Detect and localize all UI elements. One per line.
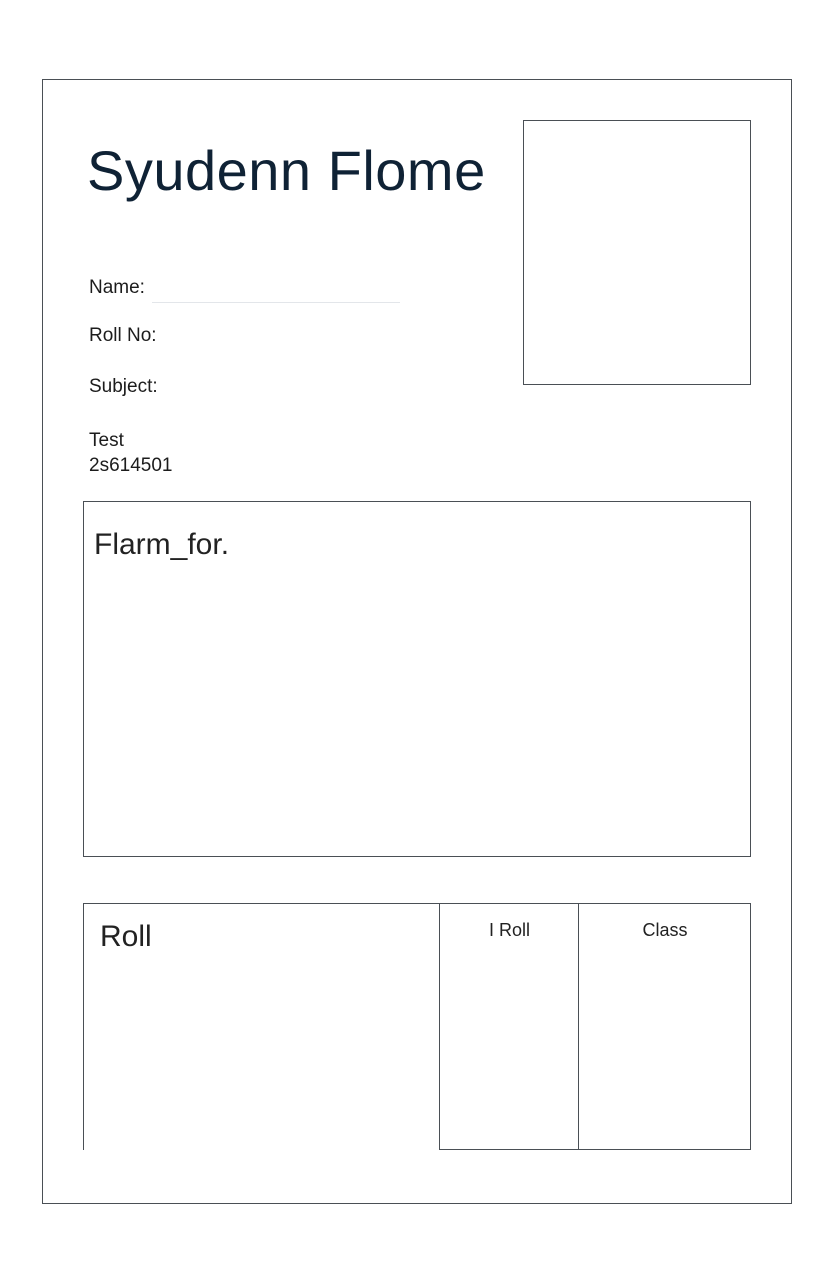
roll-no-label: Roll No:: [89, 325, 157, 346]
form-title: Syudenn Flome: [87, 139, 486, 202]
roll-table: [83, 903, 751, 1150]
test-code: 2s614501: [89, 455, 173, 476]
name-label: Name:: [89, 277, 145, 298]
roll-table-divider-1: [439, 904, 440, 1150]
name-field-line[interactable]: [152, 302, 400, 303]
subject-label: Subject:: [89, 376, 158, 397]
roll-table-header-class: Class: [642, 920, 688, 940]
roll-table-divider-2: [578, 904, 579, 1150]
roll-table-main-label: Roll: [100, 920, 152, 953]
roll-table-bottom-line: [440, 1149, 750, 1150]
test-label: Test: [89, 430, 124, 451]
form-content-box[interactable]: [83, 501, 751, 857]
roll-table-header-i-roll: I Roll: [488, 920, 530, 940]
form-box-label: Flarm_for.: [94, 528, 230, 561]
photo-box: [523, 120, 751, 385]
